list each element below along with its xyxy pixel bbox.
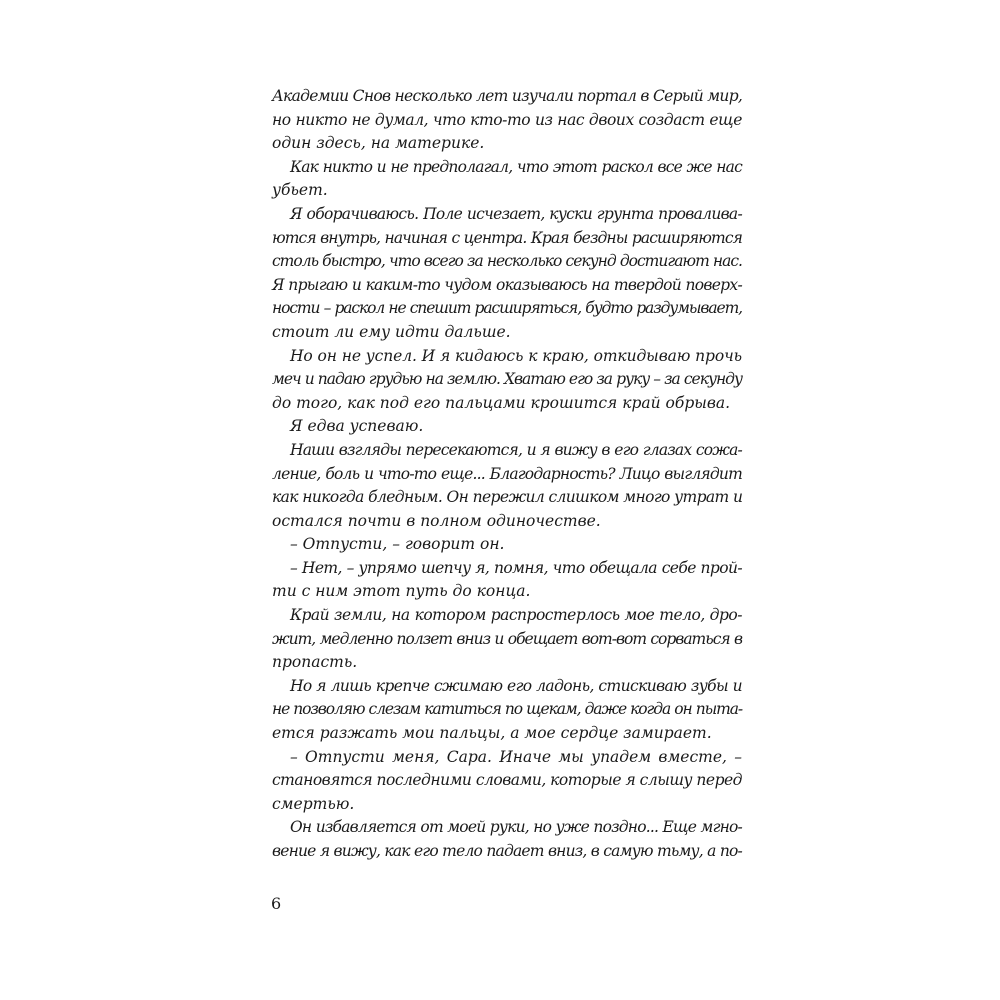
text-line: один здесь, на материке. [272, 134, 485, 153]
text-line: Академии Снов несколько лет изучали портал в Серый мир, [272, 87, 743, 105]
text-line: до того, как под его пальцами крошится край обрыва. [272, 393, 731, 412]
text-line: не позволяю слезам катиться по щекам, даже когда он пыта- [272, 700, 742, 719]
text-line: Край земли, на котором распростерлось мое тело, дро- [290, 606, 742, 625]
text-line: но никто не думал, что кто-то из нас двоих создаст еще [272, 110, 742, 129]
text-line: убьет. [272, 181, 328, 200]
text-line: ется разжать мои пальцы, а мое сердце замирает. [272, 724, 712, 743]
text-line: становятся последними словами, которые я слышу перед [272, 771, 742, 790]
text-line: остался почти в полном одиночестве. [272, 511, 601, 530]
text-line: вение я вижу, как его тело падает вниз, в самую тьму, а по- [272, 842, 742, 860]
text-line: столь быстро, что всего за несколько секунд достигают нас. [272, 252, 742, 271]
text-line: Наши взгляды пересекаются, и я вижу в его глазах сожа- [290, 440, 742, 459]
text-line: пропасть. [272, 653, 358, 672]
text-line: стоит ли ему идти дальше. [272, 322, 511, 341]
text-line: – Нет, – упрямо шепчу я, помня, что обещала себе прой- [290, 558, 742, 577]
text-line: Но я лишь крепче сжимаю его ладонь, стискиваю зубы и [290, 676, 742, 695]
text-line: ности – раскол не спешит расширяться, будто раздумывает, [272, 299, 742, 318]
text-line: Я едва успеваю. [290, 417, 424, 436]
text-line: ются внутрь, начиная с центра. Края бездны расширяются [272, 228, 742, 247]
text-line: как никогда бледным. Он пережил слишком много утрат и [272, 488, 743, 507]
text-line: Я прыгаю и каким-то чудом оказываюсь на твердой поверх- [272, 275, 742, 294]
text-line: Как никто и не предполагал, что этот раскол все же нас [290, 157, 742, 176]
text-line: меч и падаю грудью на землю. Хватаю его за руку – за секунду [272, 370, 742, 389]
text-line: Я оборачиваюсь. Поле исчезает, куски грунта проваливa- [290, 204, 742, 223]
text-line: смертью. [272, 794, 355, 813]
text-line: ление, боль и что-то еще... Благодарность? Лицо выглядит [272, 464, 742, 483]
body-text [272, 85, 742, 864]
text-line: – Отпусти, – говорит он. [290, 535, 505, 554]
page-number: 6 [271, 894, 282, 913]
text-line: ти с ним этот путь до конца. [272, 582, 531, 601]
text-line: Он избавляется от моей руки, но уже поздно... Еще мгно- [290, 818, 742, 837]
text-line: жит, медленно ползет вниз и обещает вот-вот сорваться в [272, 629, 742, 648]
text-line: Но он не успел. И я кидаюсь к краю, откидываю прочь [290, 346, 742, 365]
text-line: – Отпусти меня, Сара. Иначе мы упадем вместе, – [290, 747, 742, 766]
